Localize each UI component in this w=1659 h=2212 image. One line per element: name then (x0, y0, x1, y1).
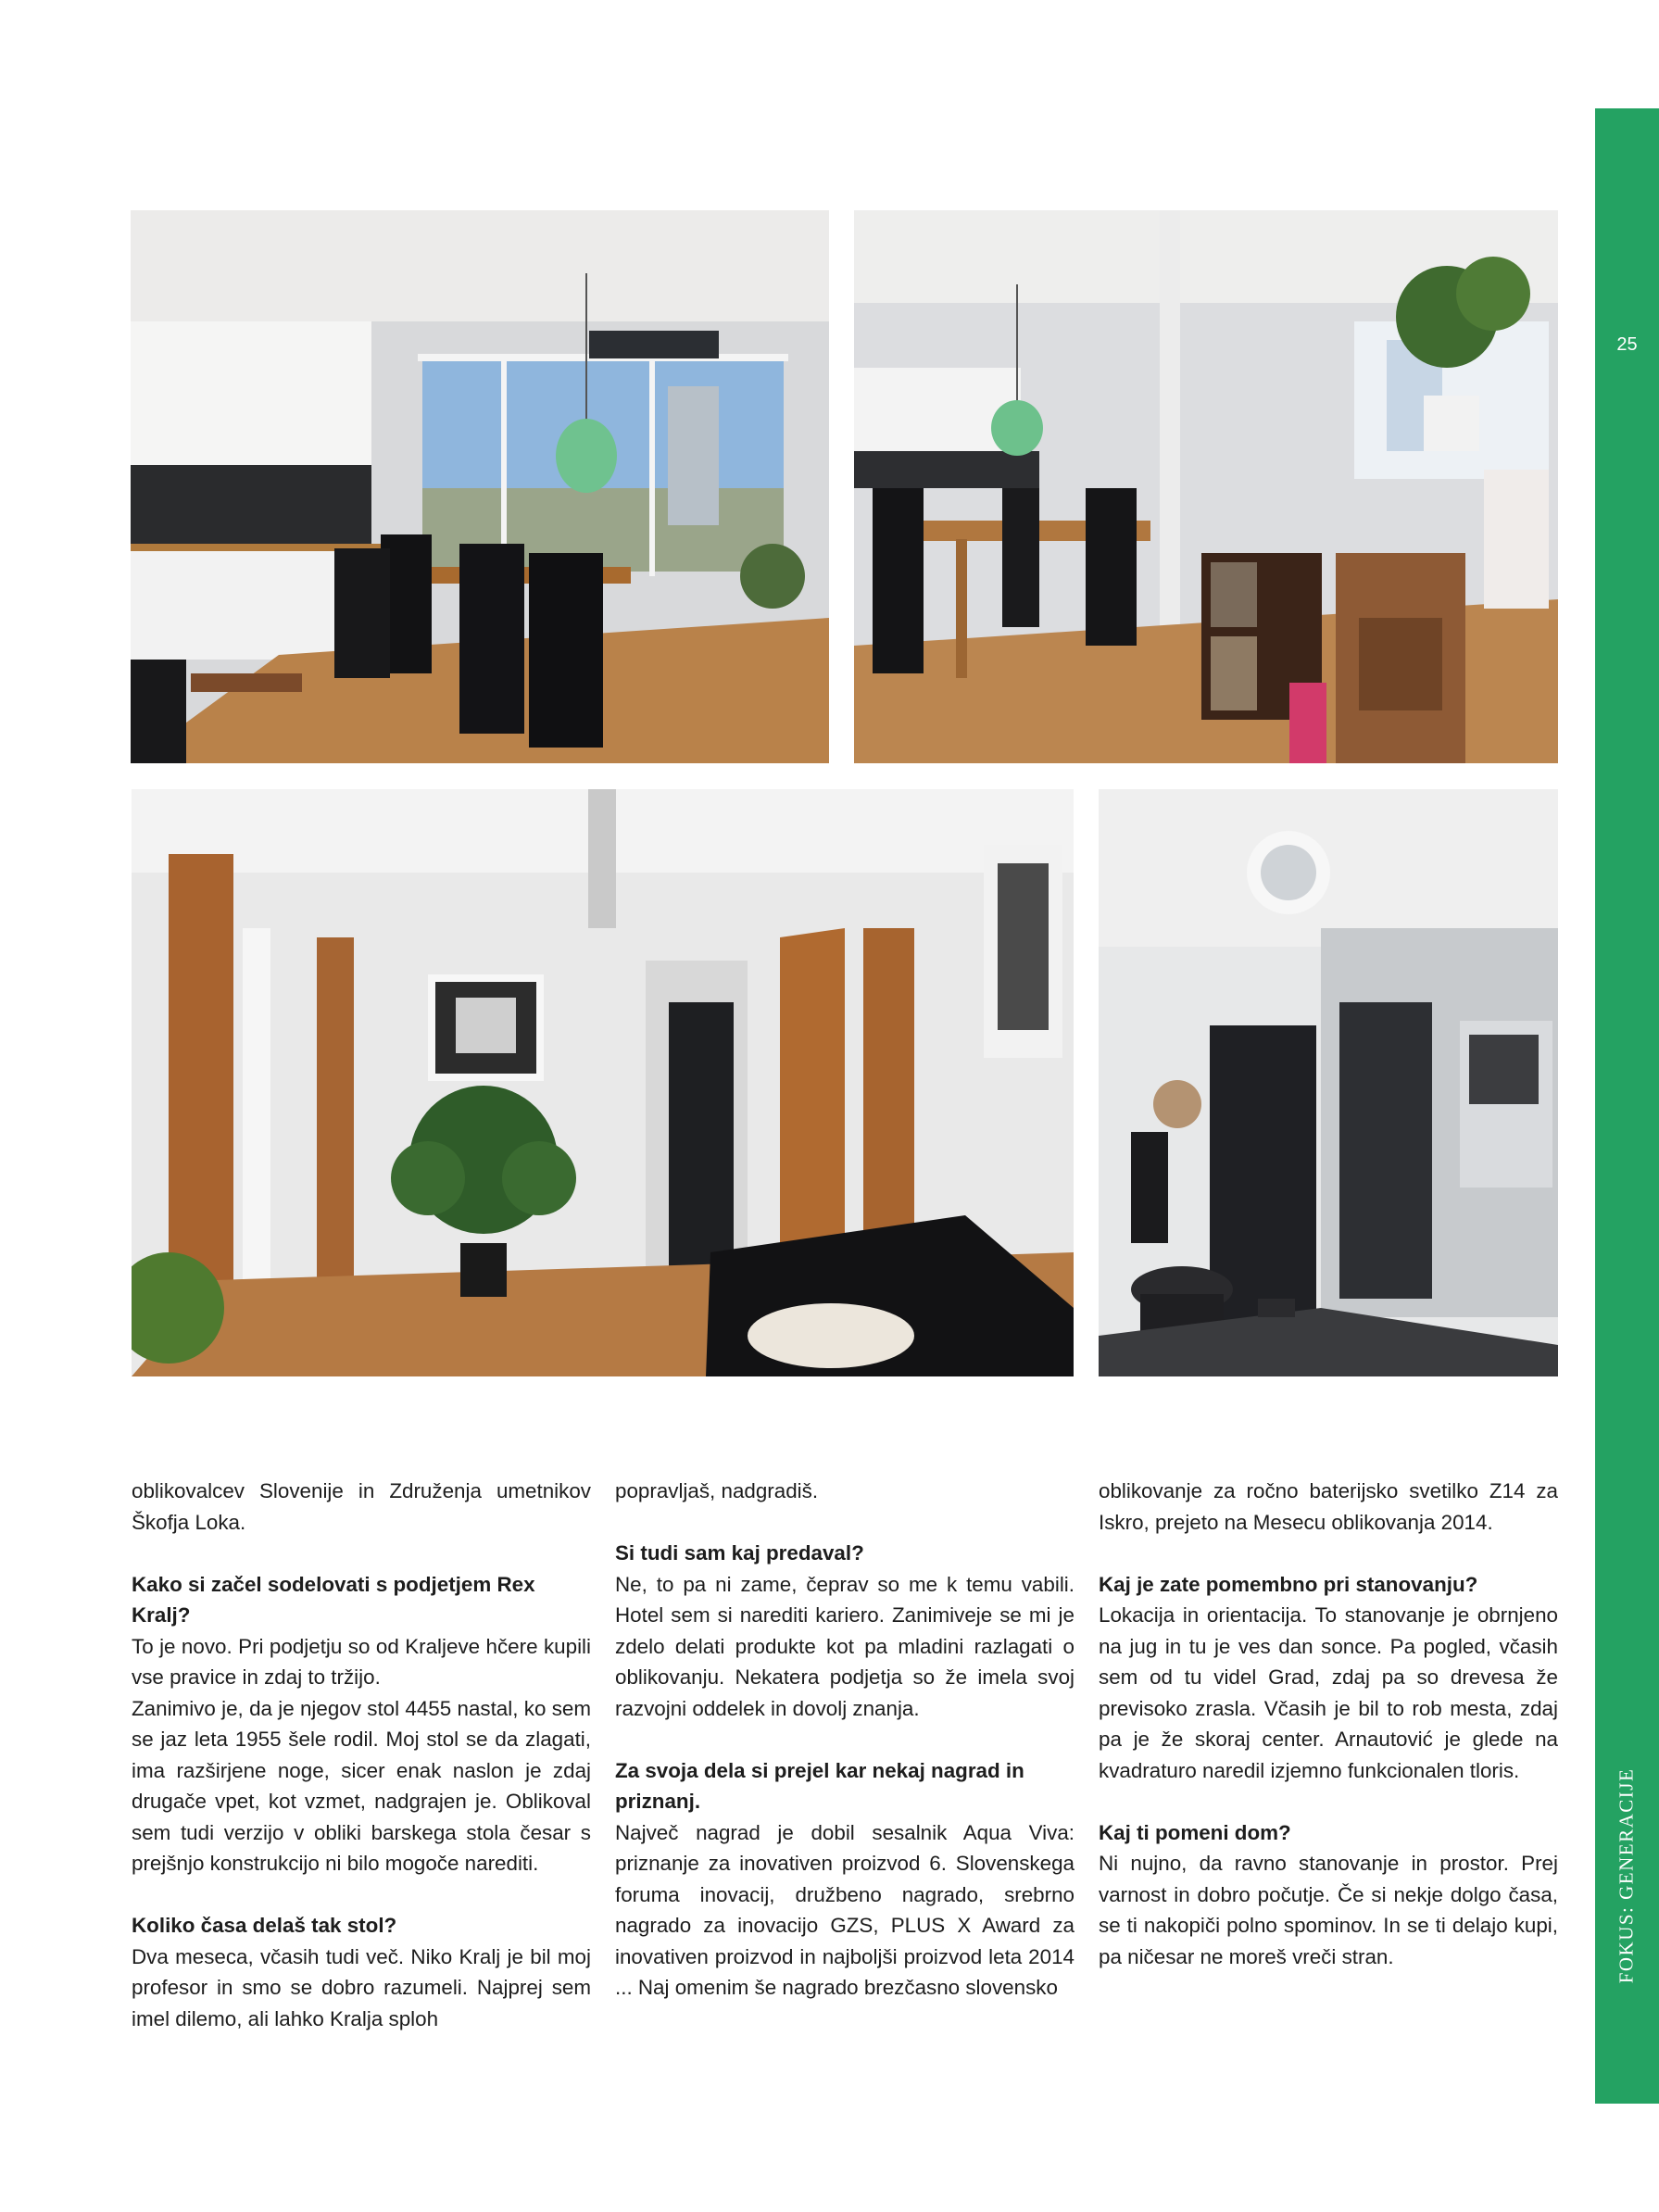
paragraph-gap (615, 1507, 1075, 1539)
text-column-1 (132, 1476, 591, 2034)
question-heading: Kaj ti pomeni dom? (1099, 1820, 1291, 1844)
text-column-2 (615, 1476, 1075, 2004)
question-heading: Koliko časa delaš tak stol? (132, 1914, 397, 1937)
paragraph-gap (1099, 1786, 1558, 1817)
body-paragraph: Lokacija in orientacija. To stanovanje je obrnjeno na jug in tu je ves dan sonce. Pa pogled, včasih sem od tu videl Grad, zdaj pa so drevesa že previsoko zrasla. Včasih je bil to rob mesta, zdaj pa je že skoraj center. Arnautović je glede na kvadraturo naredil izjemno funkcionalen tloris. (1099, 1603, 1558, 1782)
body-paragraph: Zanimivo je, da je njegov stol 4455 nastal, ko sem se jaz leta 1955 šele rodil. Moj stol se da zlagati, ima razširjene noge, sicer enak naslon je zdaj drugače vpet, kot vzmet, nadgrajen je. Oblikoval sem tudi verzijo v obliki barskega stola česar s prejšnjo konstrukcijo ni bilo mogoče narediti. (132, 1696, 591, 1875)
dining-living-photo (854, 210, 1558, 763)
section-label: FOKUS: GENERACIJE (1615, 1767, 1638, 1984)
body-paragraph: Dva meseca, včasih tudi več. Niko Kralj je bil moj profesor in smo se dobro razumeli. Najprej sem imel dilemo, ali lahko Kralja sploh (132, 1944, 591, 2030)
question-heading: Si tudi sam kaj predaval? (615, 1541, 864, 1565)
text-column-3 (1099, 1476, 1558, 1972)
paragraph-gap (132, 1879, 591, 1911)
body-paragraph: Največ nagrad je dobil sesalnik Aqua Viva: priznanje za inovativen proizvod 6. Slovenskega foruma inovacij, družbeno nagrado, srebrno nagrado za inovacijo GZS, PLUS X Award za inovativen proizvod in najboljši proizvod leta 2014 ... Naj omenim še nagrado brezčasno slovensko (615, 1820, 1075, 1999)
question-heading: Kaj je zate pomembno pri stanovanju? (1099, 1572, 1478, 1596)
page-number: 25 (1616, 334, 1638, 355)
paragraph-gap (132, 1538, 591, 1569)
paragraph-gap (615, 1724, 1075, 1755)
hallway-doors-photo (132, 789, 1074, 1376)
body-paragraph: Ni nujno, da ravno stanovanje in prostor. Prej varnost in dobro počutje. Če si nekje dolgo časa, se ti nakopiči polno spominov. In se ti delajo kupi, pa ničesar ne moreš vreči stran. (1099, 1852, 1558, 1968)
paragraph-gap (1099, 1538, 1558, 1569)
kitchen-dining-photo (131, 210, 829, 763)
question-heading: Kako si začel sodelovati s podjetjem Rex Kralj? (132, 1572, 535, 1627)
body-paragraph: oblikovalcev Slovenije in Združenja umetnikov Škofja Loka. (132, 1479, 591, 1534)
body-paragraph: oblikovanje za ročno baterijsko svetilko Z14 za Iskro, prejeto na Mesecu oblikovanja 2014. (1099, 1479, 1558, 1534)
body-paragraph: To je novo. Pri podjetju so od Kraljeve hčere kupili vse pravice in zdaj to tržijo. (132, 1634, 591, 1689)
body-paragraph: popravljaš, nadgradiš. (615, 1479, 819, 1502)
question-heading: Za svoja dela si prejel kar nekaj nagrad in priznanj. (615, 1758, 1024, 1813)
entrance-mirror-photo (1099, 789, 1558, 1376)
body-paragraph: Ne, to pa ni zame, čeprav so me k temu vabili. Hotel sem si narediti kariero. Zanimiveje se mi je zdelo delati produkte kot pa mladini razlagati o oblikovanju. Nekatera podjetja so že imela svoj razvojni oddelek in dovolj znanja. (615, 1572, 1075, 1720)
